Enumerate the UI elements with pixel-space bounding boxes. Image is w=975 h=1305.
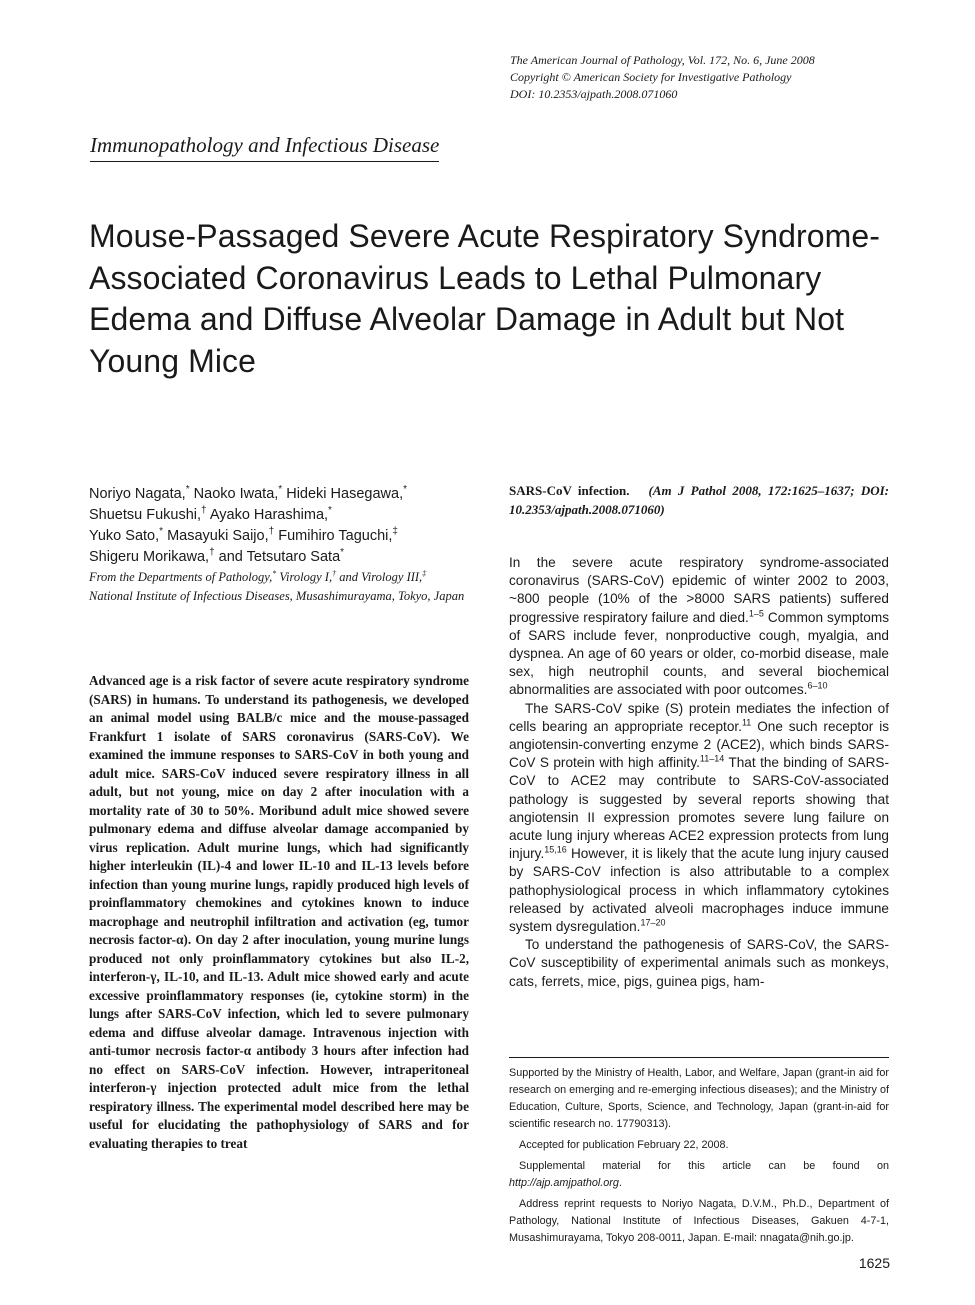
author: Hideki Hasegawa, (286, 486, 404, 502)
citation-lead: SARS-CoV infection. (509, 483, 630, 498)
author: and Tetsutaro Sata (218, 549, 341, 565)
body-paragraph: In the severe acute respiratory syndrome-associated coronavirus (SARS-CoV) epidemic of winter 2002 to 2003, ~800 people (10% of the >8000 SARS patients) suffered progressive respiratory failure and died.$^{1-5}$ Common symptoms of SARS include fever, nonproductive cough, myalgia, and dyspnea. An age of 60 years or older, co-morbid disease, male sex, high neutrophil counts, and several biochemical abnormalities are associated with poor outcomes.$^{6-10}$ (509, 555, 889, 698)
author: Noriyo Nagata, (89, 486, 186, 502)
abstract: Advanced age is a risk factor of severe acute respiratory syndrome (SARS) in humans. To understand its pathogenesis, we developed an animal model using BALB/c mice and the mouse-passaged Frankfurt 1 isolate of SARS coronavirus (SARS-CoV). We examined the immune responses to SARS-CoV in both young and adult mice. SARS-CoV induced severe respiratory illness in all adult, but not young, mice on day 2 after inoculation with a mortality rate of 30 to 50%. Moribund adult mice showed severe pulmonary edema and diffuse alveolar damage accompanied by virus replication. Adult murine lungs, which had significantly higher interleukin (IL)-4 and lower IL-10 and IL-13 levels before infection than young murine lungs, rapidly produced high levels of proinflammatory chemokines and cytokines known to induce macrophage and neutrophil infiltration and activation (eg, tumor necrosis factor-α). On day 2 after inoculation, young murine lungs produced not only proinflammatory cytokines but also IL-2, interferon-γ, IL-10, and IL-13. Adult mice showed early and acute excessive proinflammatory responses (ie, cytokine storm) in the lungs after SARS-CoV infection, which led to severe pulmonary edema and diffuse alveolar damage. Intravenous injection with anti-tumor necrosis factor-α antibody 3 hours after infection had no effect on SARS-CoV infection. However, intraperitoneal interferon-γ injection protected adult mice from the lethal respiratory illness. The experimental model described here may be useful for elucidating the pathophysiology of SARS and for evaluating therapies to treat (89, 673, 469, 1151)
page-number: 1625 (858, 1255, 890, 1271)
journal-citation: The American Journal of Pathology, Vol. 172, No. 6, June 2008 (510, 53, 815, 67)
supplemental-link[interactable]: http://ajp.amjpathol.org (509, 1177, 619, 1189)
footnote-supplemental: Supplemental material for this article can be found on http://ajp.amjpathol.org. (509, 1160, 889, 1189)
body-paragraph: The SARS-CoV spike (S) protein mediates the infection of cells bearing an appropriate receptor.$^{11}$ One such receptor is angiotensin-converting enzyme 2 (ACE2), which binds SARS-CoV S protein with high affinity.$^{11-14}$ That the binding of SARS-CoV to ACE2 may contribute to SARS-CoV-associated pathology is suggested by several reports showing that angiotensin II expression promotes severe lung failure on acute lung injury whereas ACE2 expression protects from lung injury.$^{15,16}$ However, it is likely that the acute lung injury caused by SARS-CoV infection is also attributable to a complex pathophysiological process in which inflammatory cytokines released by activated alveoli macrophages induce immune system dysregulation.$^{17-20}$ (509, 700, 890, 935)
body-text (509, 554, 889, 991)
affiliation: From the Departments of Pathology,* Virology I,† and Virology III,‡ National Institute of Infectious Diseases, Musashimurayama, Tokyo, Japan (89, 568, 465, 603)
citation-reference: (Am J Pathol 2008, 172:1625–1637; DOI: 10.2353/ajpath.2008.071060) (509, 483, 889, 517)
author-list: Noriyo Nagata,* Naoko Iwata,* Hideki Hasegawa,* Shuetsu Fukushi,† Ayako Harashima,* Yuko Sato,* Masayuki Saijo,† Fumihiro Taguchi,‡ Shigeru Morikawa,† and Tetsutaro Sata* (89, 484, 408, 565)
section-heading: Immunopathology and Infectious Disease (90, 131, 439, 162)
author: Shigeru Morikawa, (89, 549, 210, 565)
footnote-divider (509, 1057, 889, 1058)
author: Naoko Iwata, (193, 486, 279, 502)
footnote-reprint: Address reprint requests to Noriyo Nagata, D.V.M., Ph.D., Department of Pathology, National Institute of Infectious Diseases, Gakuen 4-7-1, Musashimurayama, Tokyo 208-0011, Japan. E-mail: nnagata@nih.go.jp. (509, 1198, 889, 1244)
author: Ayako Harashima, (209, 507, 329, 523)
article-title: Mouse-Passaged Severe Acute Respiratory Syndrome-Associated Coronavirus Leads to Lethal Pulmonary Edema and Diffuse Alveolar Damage in Adult but Not Young Mice (89, 218, 881, 379)
author: Shuetsu Fukushi, (89, 507, 202, 523)
footnotes (509, 1065, 889, 1251)
author: Yuko Sato, (89, 528, 160, 544)
author: Fumihiro Taguchi, (278, 528, 393, 544)
author: Masayuki Saijo, (167, 528, 269, 544)
journal-doi: DOI: 10.2353/ajpath.2008.071060 (510, 87, 678, 101)
abstract-citation (509, 482, 889, 519)
journal-header (510, 52, 910, 103)
body-paragraph: To understand the pathogenesis of SARS-CoV, the SARS-CoV susceptibility of experimental animals such as monkeys, cats, ferrets, mice, pigs, guinea pigs, ham- (509, 937, 889, 989)
footnote-accepted: Accepted for publication February 22, 2008. (519, 1139, 729, 1151)
journal-copyright: Copyright © American Society for Investigative Pathology (510, 70, 792, 84)
footnote-support: Supported by the Ministry of Health, Labor, and Welfare, Japan (grant-in aid for research on emerging and re-emerging infectious diseases); and the Ministry of Education, Culture, Sports, Science, and Technology, Japan (grant-in-aid for scientific research no. 17790313). (509, 1067, 889, 1130)
